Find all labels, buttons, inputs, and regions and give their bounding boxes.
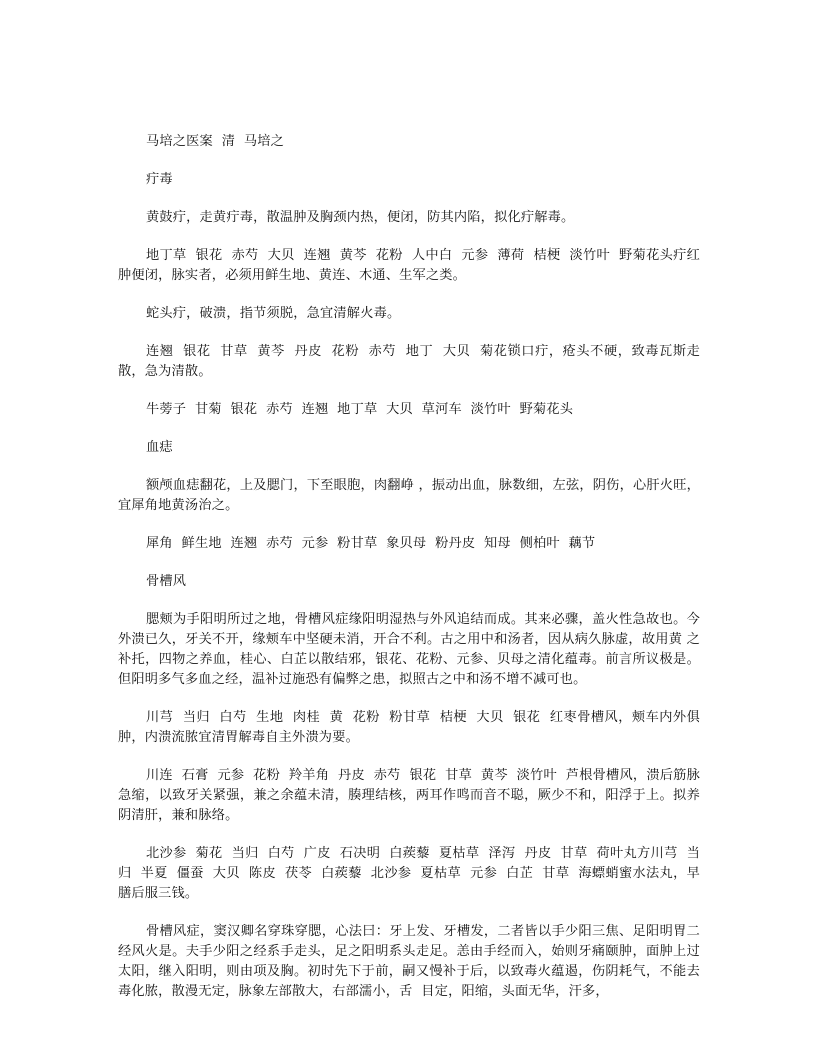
prescription-paragraph: 川芎 当归 白芍 生地 肉桂 黄 花粉 粉甘草 桔梗 大贝 银花 红枣骨槽风，颊车内外俱肿，内溃流脓宜清胃解毒自主外溃为要。	[118, 710, 700, 745]
section-heading-gucaofeng: 骨槽风	[146, 574, 187, 589]
document-page	[118, 132, 700, 1020]
case-paragraph: 骨槽风症，窦汉卿名穿珠穿腮，心法曰：牙上发、牙槽发，二者皆以手少阳三焦、足阳明胃二经风火是。夫手少阳之经系手走头，足之阳明系头走足。恙由手经而入，始则牙痛颐肿，面肿上过太阳，继入阳明，则由项及胸。初时先下于前，嗣又慢补于后，以致毒火蕴遏，伤阴耗气，不能去毒化脓，散漫无定，脉象左部散大，右部濡小，舌 目定，阳缩，头面无华，汗多，	[118, 924, 700, 999]
case-paragraph: 腮颊为手阳明所过之地，骨槽风症缘阳明湿热与外风追结而成。其来必骤，盖火性急故也。今外溃已久，牙关不开，缘颊车中坚硬未消，开合不利。古之用中和汤者，因从病久脉虚，故用黄 之补托，四物之养血，桂心、白芷以散结邪，银花、花粉、元参、贝母之清化蕴毒。前言所议极是。但阳明多气多血之经，温补过施恐有偏弊之患，拟照古之中和汤不增不减可也。	[118, 612, 700, 687]
document-title: 马培之医案 清 马培之	[146, 134, 285, 149]
section-heading-xuezhi: 血痣	[146, 440, 173, 455]
prescription-paragraph: 地丁草 银花 赤芍 大贝 连翘 黄芩 花粉 人中白 元参 薄荷 桔梗 淡竹叶 野菊花头疔红肿便闭，脉实者，必须用鲜生地、黄连、木通、生军之类。	[118, 248, 700, 283]
case-paragraph: 黄鼓疔，走黄疔毒，散温肿及胸颈内热，便闭，防其内陷，拟化疔解毒。	[146, 210, 575, 225]
prescription-paragraph: 川连 石膏 元参 花粉 羚羊角 丹皮 赤芍 银花 甘草 黄芩 淡竹叶 芦根骨槽风，溃后筋脉急缩，以致牙关紧强，兼之余蕴未清，腠理结核，两耳作鸣而音不聪，厥少不和，阳浮于上。拟养阴清肝，兼和脉络。	[118, 768, 700, 823]
case-paragraph: 额颅血痣翻花，上及腮门，下至眼胞，肉翻峥 ，振动出血，脉数细，左弦，阴伤，心肝火旺，宜犀角地黄汤治之。	[118, 478, 700, 513]
case-paragraph: 蛇头疔，破溃，指节须脱，急宜清解火毒。	[146, 306, 401, 321]
section-heading-dingdu: 疔毒	[146, 172, 173, 187]
prescription-paragraph: 北沙参 菊花 当归 白芍 广皮 石决明 白蒺藜 夏枯草 泽泻 丹皮 甘草 荷叶丸方川芎 当归 半夏 僵蚕 大贝 陈皮 茯苓 白蒺藜 北沙参 夏枯草 元参 白芷 甘草 海螵蛸蜜水法丸，早膳后服三钱。	[118, 846, 700, 901]
prescription-paragraph: 连翘 银花 甘草 黄芩 丹皮 花粉 赤芍 地丁 大贝 菊花锁口疔，疮头不硬，致毒瓦斯走散，急为清散。	[118, 344, 700, 379]
prescription-paragraph: 牛蒡子 甘菊 银花 赤芍 连翘 地丁草 大贝 草河车 淡竹叶 野菊花头	[146, 402, 574, 417]
prescription-paragraph: 犀角 鲜生地 连翘 赤芍 元参 粉甘草 象贝母 粉丹皮 知母 侧柏叶 藕节	[146, 536, 596, 551]
